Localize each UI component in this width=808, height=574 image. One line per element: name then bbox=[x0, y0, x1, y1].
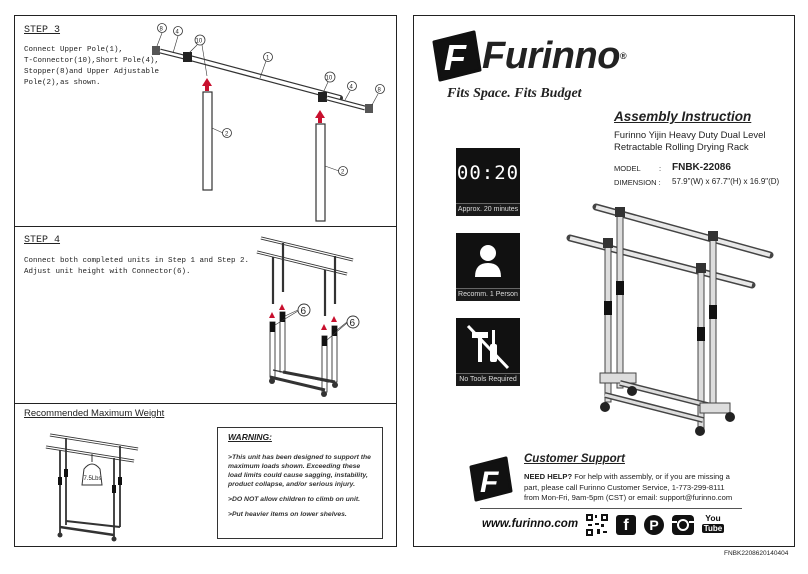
t-connector-right bbox=[318, 92, 327, 102]
callout-adjustable-pole-right: 2 bbox=[341, 169, 345, 176]
tile-people-caption: Recomm. 1 Person bbox=[456, 288, 520, 301]
pinterest-letter: P bbox=[649, 517, 659, 533]
max-weight-diagram bbox=[40, 427, 150, 542]
dimension-label: DIMENSION : bbox=[614, 178, 661, 187]
pinterest-icon[interactable] bbox=[644, 515, 664, 535]
brand-name bbox=[482, 36, 626, 76]
arrow-up-right bbox=[315, 110, 325, 118]
instagram-icon[interactable] bbox=[672, 515, 694, 535]
assembly-heading: Assembly Instruction bbox=[614, 109, 752, 124]
warning-list bbox=[228, 453, 376, 525]
support-logo-letter: F bbox=[480, 466, 499, 499]
model-value: FNBK-22086 bbox=[672, 162, 731, 173]
support-logo-icon bbox=[466, 455, 514, 503]
callout-t-connector-left: 10 bbox=[195, 38, 203, 45]
tile-tools-caption: No Tools Required bbox=[456, 373, 520, 386]
youtube-icon[interactable] bbox=[702, 514, 724, 533]
product-line-2: Retractable Rolling Drying Rack bbox=[614, 142, 749, 153]
no-tools-icon bbox=[462, 322, 514, 372]
step4-instruction: Connect both completed units in Step 1 and Step 2. Adjust unit height with Connector(6). bbox=[24, 257, 250, 276]
step3-diagram bbox=[140, 20, 390, 225]
callout-t-connector-right: 10 bbox=[325, 75, 333, 82]
step4-diagram bbox=[255, 232, 385, 400]
qr-code-icon[interactable] bbox=[586, 514, 608, 536]
adjustable-pole-right bbox=[316, 124, 325, 221]
callout-stopper-right: 8 bbox=[377, 87, 381, 94]
website-link[interactable]: www.furinno.com bbox=[482, 518, 579, 530]
brand-tagline: Fits Space. Fits Budget bbox=[447, 86, 582, 101]
person-icon bbox=[472, 243, 504, 279]
adjustable-pole-left bbox=[203, 92, 212, 190]
brand-logo-icon bbox=[428, 28, 484, 84]
tile-time-caption: Approx. 20 minutes bbox=[456, 203, 520, 216]
support-need-help: NEED HELP? bbox=[524, 472, 573, 481]
warning-item: >This unit has been designed to support the maximum loads shown. Exceeding these load limits could cause sagging, instability, product collapse, and/or serious injury. bbox=[228, 454, 371, 488]
callout-connector-6a: 6 bbox=[300, 306, 307, 317]
brand-name-text: Furinno bbox=[482, 35, 620, 77]
model-label: MODEL bbox=[614, 164, 641, 173]
callout-short-pole-left: 4 bbox=[175, 29, 179, 36]
step3-title: STEP 3 bbox=[24, 25, 61, 36]
model-sep: : bbox=[659, 164, 662, 173]
callout-upper-pole: 1 bbox=[266, 55, 270, 62]
arrow-up-left bbox=[202, 78, 212, 86]
callout-connector-6b: 6 bbox=[349, 318, 356, 329]
step4-title: STEP 4 bbox=[24, 235, 61, 246]
warning-title: WARNING: bbox=[228, 432, 272, 442]
support-line-1: For help with assembly, or if you are missing a bbox=[572, 472, 730, 481]
t-connector-left bbox=[183, 52, 192, 62]
stopper-left bbox=[152, 46, 160, 55]
youtube-you: You bbox=[705, 513, 721, 523]
brand-logo-letter: F bbox=[444, 37, 466, 78]
facebook-letter: f bbox=[623, 517, 629, 534]
support-divider bbox=[480, 508, 742, 509]
warning-item: >Put heavier items on lower shelves. bbox=[228, 511, 347, 518]
product-line-1: Furinno Yijin Heavy Duty Dual Level bbox=[614, 130, 766, 141]
support-text bbox=[524, 472, 794, 504]
weight-label: 7.5Lbs bbox=[83, 476, 102, 482]
doc-code: FNBK2208620140404 bbox=[724, 550, 789, 557]
youtube-tube: Tube bbox=[703, 524, 723, 533]
callout-short-pole-right: 4 bbox=[349, 84, 353, 91]
tile-people bbox=[456, 233, 520, 301]
divider-step3-step4 bbox=[14, 226, 397, 227]
tile-time bbox=[456, 148, 520, 216]
clock-icon: 00:20 bbox=[456, 162, 520, 184]
max-weight-title: Recommended Maximum Weight bbox=[24, 408, 165, 419]
support-heading: Customer Support bbox=[524, 453, 625, 465]
product-illustration bbox=[560, 195, 780, 440]
support-line-2: part, please call Furinno Customer Service, 1-773-299-8111 bbox=[524, 482, 725, 492]
tile-tools bbox=[456, 318, 520, 386]
facebook-icon[interactable] bbox=[616, 515, 636, 535]
dimension-value: 57.9"(W) x 67.7"(H) x 16.9"(D) bbox=[672, 177, 780, 186]
registered-mark: ® bbox=[619, 51, 627, 61]
step3-instruction: Connect Upper Pole(1), T-Connector(10),Short Pole(4), Stopper(8)and Upper Adjustable Pole(2),as shown. bbox=[24, 46, 160, 87]
stopper-right bbox=[365, 104, 373, 113]
callout-adjustable-pole-left: 2 bbox=[225, 131, 229, 138]
warning-item: >DO NOT allow children to climb on unit. bbox=[228, 496, 360, 503]
divider-step4-weight bbox=[14, 403, 397, 404]
callout-stopper-left: 8 bbox=[159, 26, 163, 33]
support-line-3: from Mon-Fri, 9am-5pm (CST) or email: support@furinno.com bbox=[524, 493, 733, 502]
